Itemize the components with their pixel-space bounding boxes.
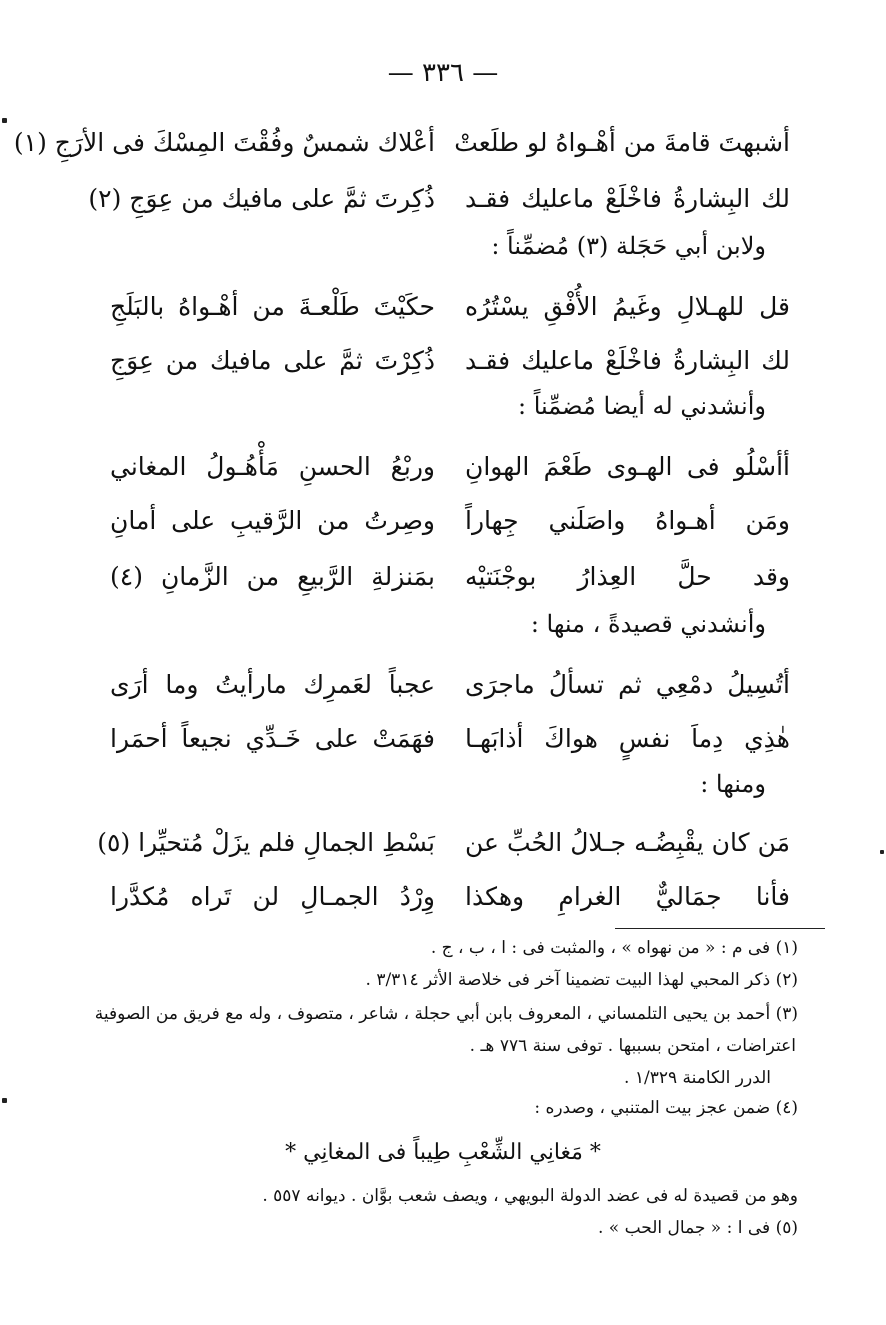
verse-line [110,872,790,920]
verse-second-hemistich: وربْعُ الحسنِ مَأْهُـولُ المغاني [110,451,435,481]
verse-line [110,496,790,544]
footnote: (٤) ضمن عجز بيت المتنبي ، وصدره : [534,1098,798,1118]
verse-line [110,660,790,708]
verse-second-hemistich: عجباً لعَمرِك مارأيتُ وما أرَى [110,669,435,699]
verse-first-hemistich: ومَن أهـواهُ واصَلَني جِهاراً [465,505,790,535]
quoted-hemistich: * مَغانِي الشِّعْبِ طِيباً فى المغانِي * [285,1140,601,1165]
verse-first-hemistich: أشبهتَ قامةَ من أهْـواهُ لو طلَعتْ [454,127,790,157]
verse-first-hemistich: وقد حلَّ العِذارُ بوجْنَتيْه [465,561,790,591]
verse-first-hemistich: هٰذِي دِماَ نفسٍ هواكَ أذابَهـا [465,723,790,753]
scan-mark [2,118,7,123]
footnote-continuation: وهو من قصيدة له فى عضد الدولة البويهي ، ويصف شعب بوَّان . ديوانه ٥٥٧ . [262,1186,798,1206]
verse-line [13,118,790,166]
verse-second-hemistich: وصِرتُ من الرَّقيبِ على أمانِ [110,505,435,535]
verse-line [110,714,790,762]
verse-second-hemistich: وِرْدُ الجمـالِ لن تَراه مُكدَّرا [110,881,435,911]
verse-first-hemistich: أأسْلُو فى الهـوى طَعْمَ الهوانِ [465,451,790,481]
intro-line: ولابن أبي حَجَلة (٣) مُضمِّناً : [491,232,766,260]
intro-line: وأنشدني قصيدةً ، منها : [530,610,766,638]
verse-line [110,336,790,384]
footnote-continuation: اعتراضات ، امتحن بسببها . توفى سنة ٧٧٦ هـ . [469,1036,796,1056]
verse-first-hemistich: مَن كان يقْبِضُـه جـلالُ الحُبِّ عن [465,827,790,857]
verse-first-hemistich: لك البِشارةُ فاخْلَعْ ماعليك فقـد [465,345,790,375]
verse-second-hemistich: أعْلاك شمسٌ وفُقْتَ المِسْكَ فى الأرَجِ (١) [13,127,435,157]
scan-mark [880,850,884,854]
verse-second-hemistich: ذُكِرْتَ ثمَّ على مافيك من عِوَجِ [110,345,435,375]
verse-first-hemistich: فأنا جمَاليٌّ الغرامِ وهكذا [465,881,790,911]
verse-second-hemistich: بمَنزلةِ الرَّبيعِ من الزَّمانِ (٤) [110,561,435,591]
verse-second-hemistich: بَسْطِ الجمالِ فلم يزَلْ مُتحيِّرا (٥) [97,827,435,857]
footnote: (١) فى م : « من نهواه » ، والمثبت فى : ا ، ب ، ج . [430,938,798,958]
intro-line: ومنها : [700,770,766,798]
footnote-divider [615,928,825,929]
verse-line [110,552,790,600]
verse-first-hemistich: لك البِشارةُ فاخْلَعْ ماعليك فقـد [465,183,790,213]
verse-second-hemistich: حكَيْتَ طَلْعـةَ من أهْـواهُ بالبَلَجِ [110,291,435,321]
footnote-reference: الدرر الكامنة ١/٣٢٩ . [624,1068,771,1088]
verse-line [97,818,790,866]
footnote: (٣) أحمد بن يحيى التلمساني ، المعروف بابن أبي حجلة ، شاعر ، متصوف ، وله مع فريق من الصوفية [94,1004,798,1024]
verse-line [88,174,790,222]
page-number: — ٣٣٦ — [387,58,499,88]
verse-first-hemistich: قل للهـلالِ وغَيمُ الأُفْقِ يسْتُرُه [465,291,790,321]
intro-line: وأنشدني له أيضا مُضمِّناً : [518,392,766,420]
verse-second-hemistich: ذُكِرتَ ثمَّ على مافيك من عِوَجِ (٢) [88,183,435,213]
verse-line [110,442,790,490]
verse-first-hemistich: أتُسِيلُ دمْعِي ثم تسألُ ماجرَى [465,669,790,699]
scan-mark [2,1098,7,1103]
verse-line [110,282,790,330]
verse-second-hemistich: فهَمَتْ على خَـدِّي نجيعاً أحمَرا [110,723,435,753]
footnote: (٢) ذكر المحبي لهذا البيت تضمينا آخر فى خلاصة الأثر ٣/٣١٤ . [365,970,798,990]
footnote: (٥) فى ا : « جمال الحب » . [597,1218,798,1238]
